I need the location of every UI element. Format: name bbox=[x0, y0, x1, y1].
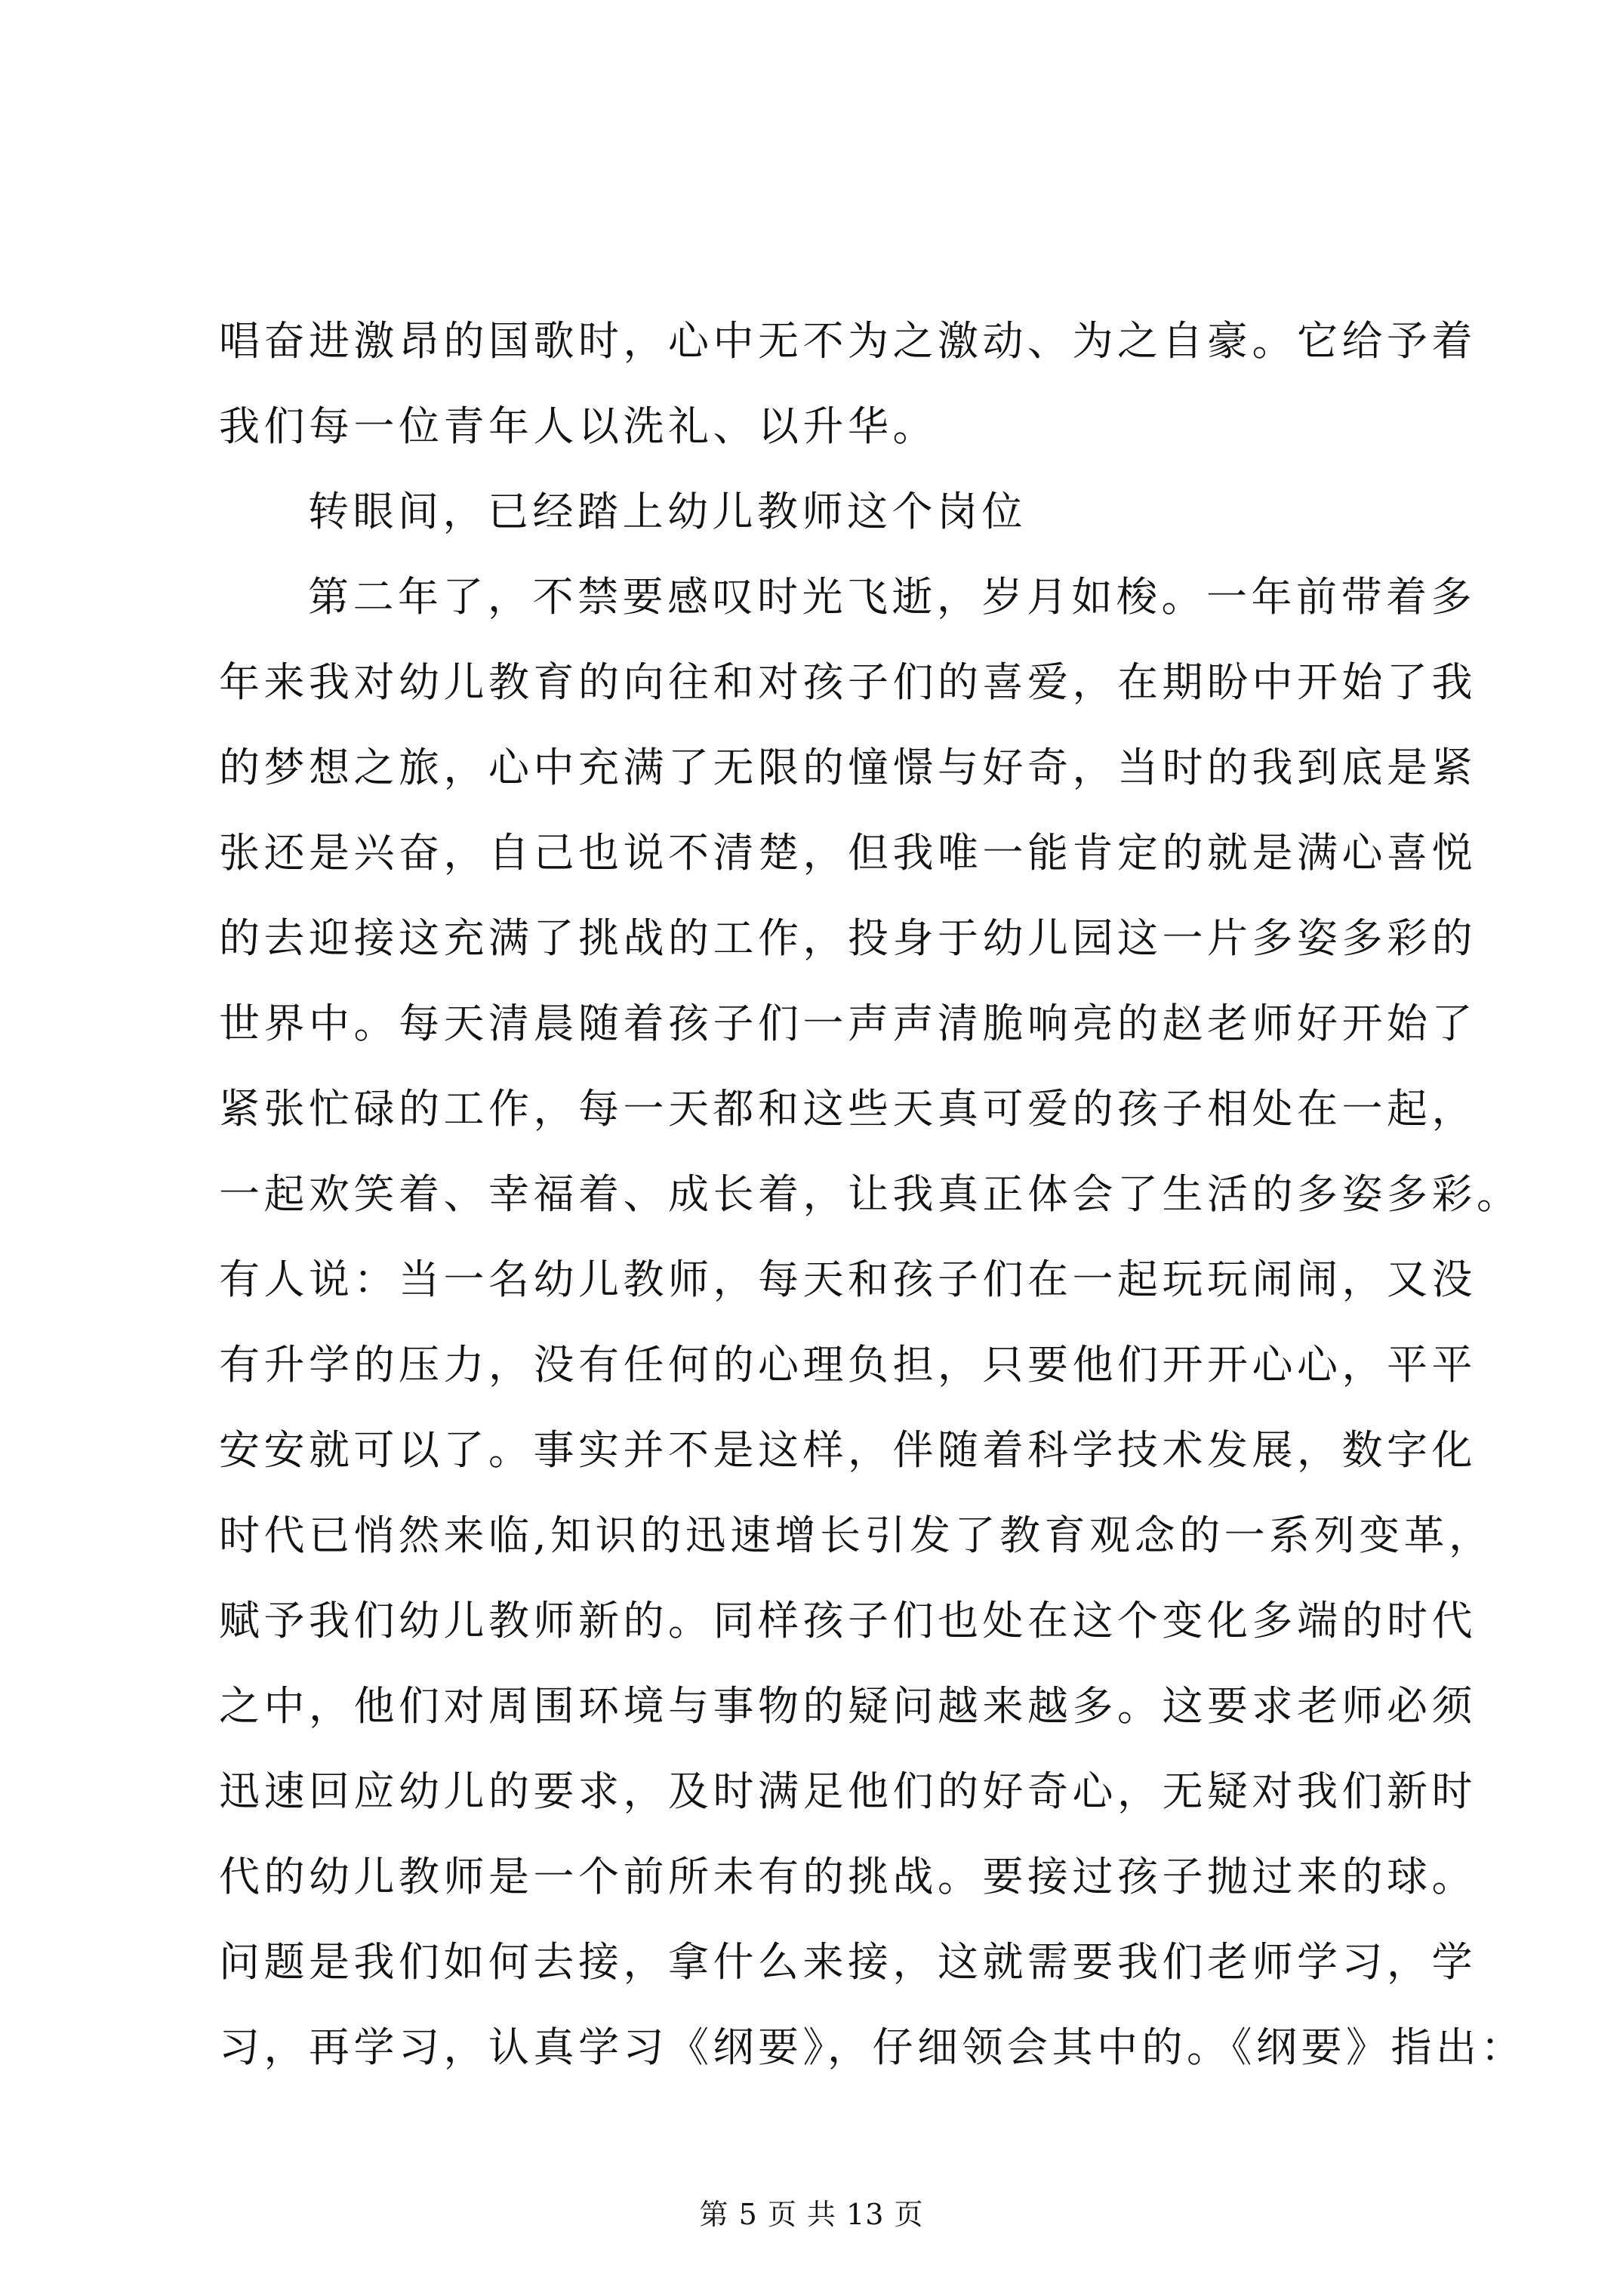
text-line: 唱奋进激昂的国歌时，心中无不为之激动、为之自豪。它给予着 bbox=[219, 317, 1477, 365]
text-line: 第二年了，不禁要感叹时光飞逝，岁月如梭。一年前带着多 bbox=[308, 573, 1476, 621]
text-line: 迅速回应幼儿的要求，及时满足他们的好奇心，无疑对我们新时 bbox=[219, 1767, 1477, 1815]
document-body bbox=[219, 298, 1526, 2090]
text-line: 的梦想之旅，心中充满了无限的憧憬与好奇，当时的我到底是紧 bbox=[219, 744, 1477, 791]
text-line: 赋予我们幼儿教师新的。同样孩子们也处在这个变化多端的时代 bbox=[219, 1597, 1477, 1644]
text-line: 我们每一位青年人以洗礼、以升华。 bbox=[219, 402, 938, 450]
text-line: 世界中。每天清晨随着孩子们一声声清脆响亮的赵老师好开始了 bbox=[219, 1000, 1477, 1047]
text-line: 问题是我们如何去接，拿什么来接，这就需要我们老师学习，学 bbox=[219, 1938, 1477, 1986]
text-line: 紧张忙碌的工作，每一天都和这些天真可爱的孩子相处在一起， bbox=[219, 1085, 1477, 1133]
text-line: 一起欢笑着、幸福着、成长着，让我真正体会了生活的多姿多彩。 bbox=[219, 1170, 1522, 1218]
text-line: 转眼间，已经踏上幼儿教师这个岗位 bbox=[308, 488, 1027, 535]
text-line: 时代已悄然来临,知识的迅速增长引发了教育观念的一系列变革， bbox=[219, 1512, 1494, 1559]
text-line: 年来我对幼儿教育的向往和对孩子们的喜爱，在期盼中开始了我 bbox=[219, 658, 1477, 706]
text-line: 有升学的压力，没有任何的心理负担，只要他们开开心心，平平 bbox=[219, 1341, 1477, 1388]
text-line: 有人说：当一名幼儿教师，每天和孩子们在一起玩玩闹闹，又没 bbox=[219, 1256, 1477, 1303]
text-line: 张还是兴奋，自己也说不清楚，但我唯一能肯定的就是满心喜悦 bbox=[219, 829, 1477, 877]
page-footer: 第 5 页 共 13 页 bbox=[699, 2198, 924, 2231]
text-line: 之中，他们对周围环境与事物的疑问越来越多。这要求老师必须 bbox=[219, 1682, 1477, 1730]
text-line: 习，再学习，认真学习《纲要》，仔细领会其中的。《纲要》指出： bbox=[219, 2023, 1526, 2071]
text-line: 的去迎接这充满了挑战的工作，投身于幼儿园这一片多姿多彩的 bbox=[219, 914, 1477, 962]
text-line: 安安就可以了。事实并不是这样，伴随着科学技术发展，数字化 bbox=[219, 1426, 1477, 1474]
text-line: 代的幼儿教师是一个前所未有的挑战。要接过孩子抛过来的球。 bbox=[219, 1853, 1477, 1900]
